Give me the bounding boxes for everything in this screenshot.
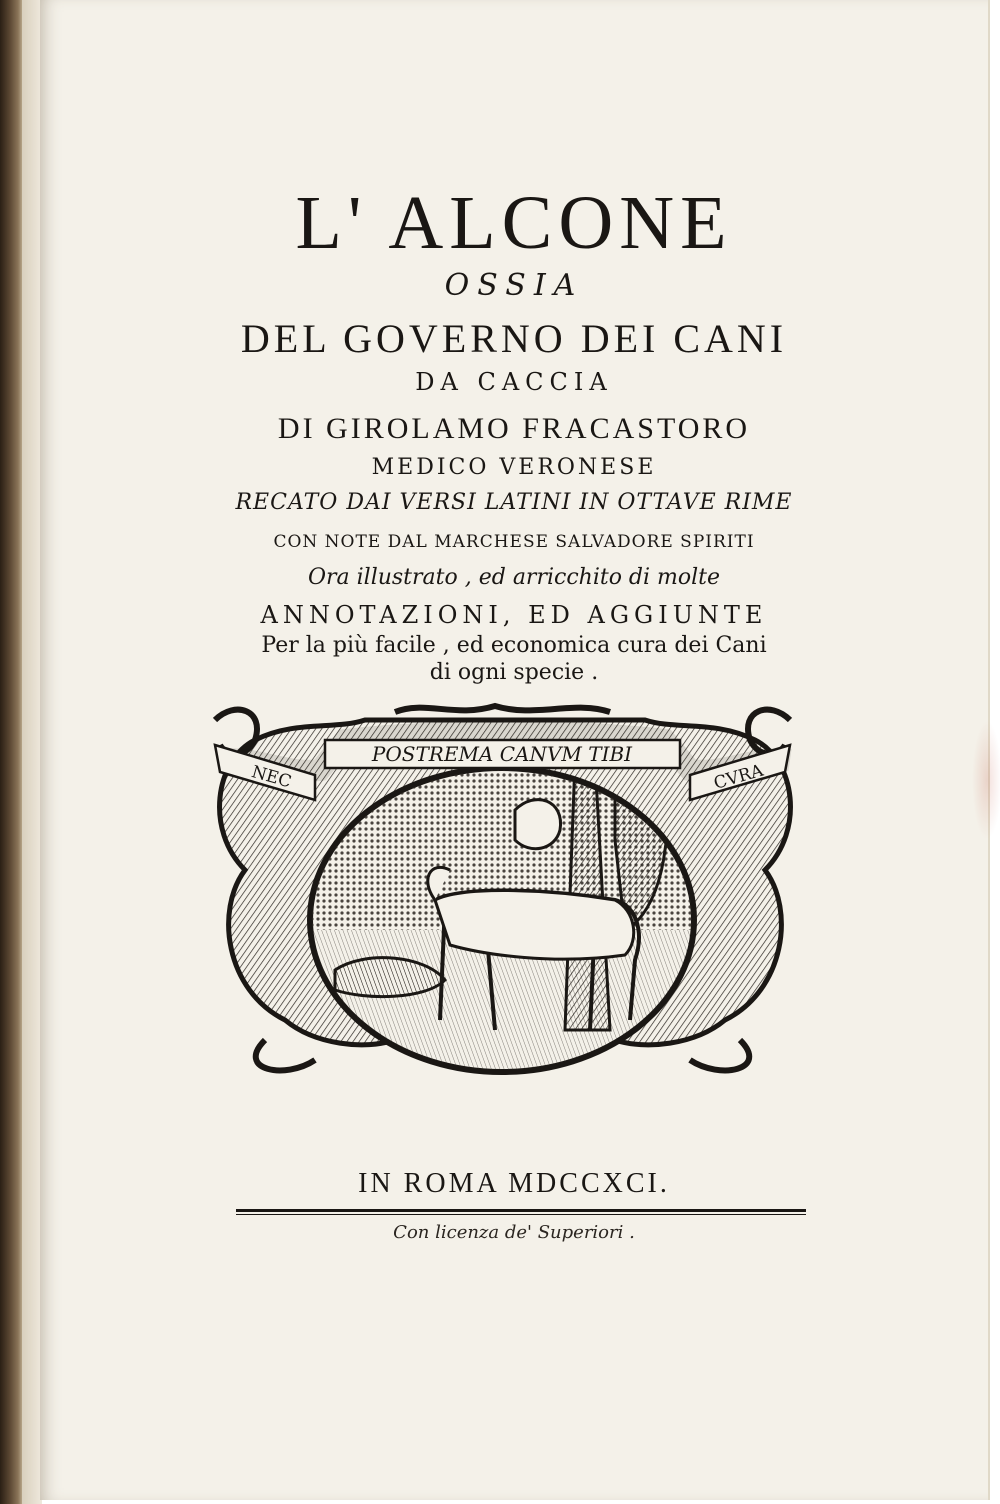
gutter-edge	[22, 0, 42, 1504]
care-line: Per la più facile , ed economica cura dei Cani	[261, 633, 767, 658]
subtitle-line: DEL GOVERNO DEI CANI	[240, 316, 788, 361]
caccia-line: DA CACCIA	[415, 368, 613, 396]
imprint-line: IN ROMA MDCCXCI.	[358, 1168, 670, 1199]
foxing-stain	[972, 720, 1000, 840]
motto-right: CVRA	[711, 760, 766, 794]
ossia-line: OSSIA	[444, 268, 584, 303]
imprint-rule-thin	[236, 1214, 806, 1215]
notes-line: CON NOTE DAL MARCHESE SALVADORE SPIRITI	[273, 532, 755, 552]
illustrated-line: Ora illustrato , ed arricchito di molte	[307, 565, 721, 590]
book-spine	[0, 0, 24, 1504]
author-line: DI GIROLAMO FRACASTORO	[277, 412, 751, 445]
species-line: di ogni specie .	[429, 660, 599, 685]
imprint-rule-thick	[236, 1209, 806, 1212]
license-line: Con licenza de' Superiori .	[393, 1222, 635, 1243]
annotations-line: ANNOTAZIONI, ED AGGIUNTE	[260, 601, 768, 629]
woodcut-vignette	[195, 700, 810, 1080]
book-title: L' ALCONE	[295, 181, 733, 265]
medico-line: MEDICO VERONESE	[371, 455, 657, 480]
translation-line: RECATO DAI VERSI LATINI IN OTTAVE RIME	[235, 490, 793, 515]
motto-center: POSTREMA CANVM TIBI	[371, 742, 633, 766]
motto-left: NEC	[249, 762, 294, 793]
title-page	[40, 0, 988, 1500]
